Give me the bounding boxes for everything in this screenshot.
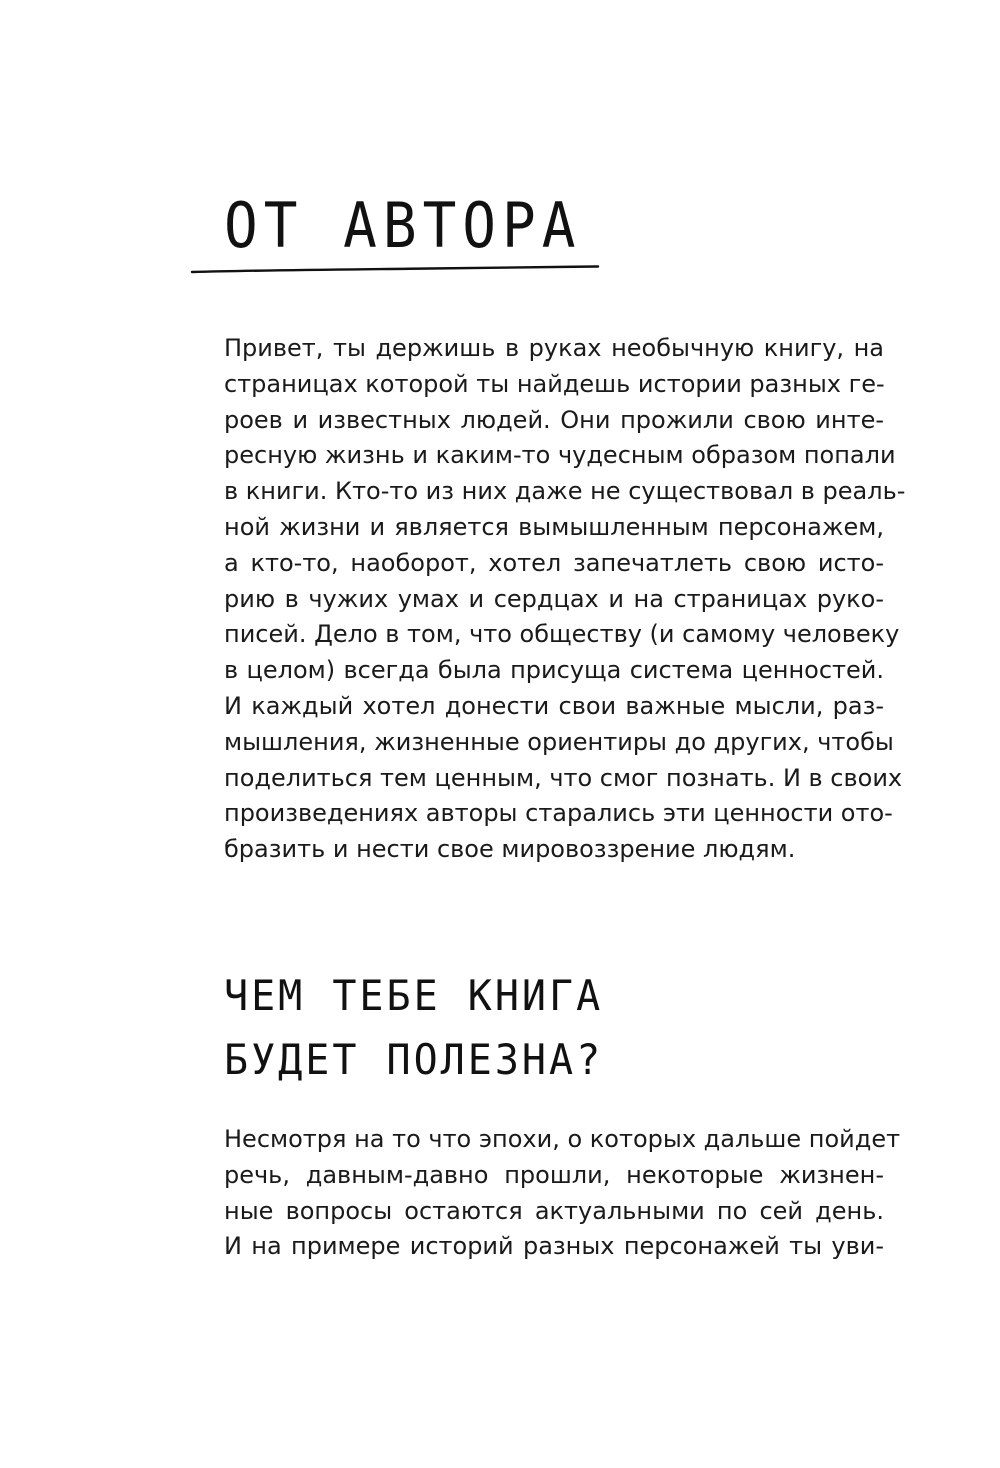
paragraph-line: произведениях авторы старались эти ценности ото- (224, 799, 893, 828)
paragraph-line: И на примере историй разных персонажей ты уви- (224, 1232, 884, 1261)
section-heading-line-2: БУДЕТ ПОЛЕЗНА? (224, 1036, 604, 1085)
paragraph-line: страницах которой ты найдешь истории разных ге- (224, 369, 885, 398)
paragraph-line: Привет, ты держишь в руках необычную книгу, на (224, 334, 884, 362)
paragraph-line: роев и известных людей. Они прожили свою инте- (224, 405, 884, 434)
paragraph-line: речь, давным-давно прошли, некоторые жизнен- (224, 1160, 884, 1189)
section-heading-line-1: ЧЕМ ТЕБЕ КНИГА (224, 972, 604, 1021)
paragraph-line: мышления, жизненные ориентиры до других, чтобы (224, 727, 894, 756)
paragraph-line: а кто-то, наоборот, хотел запечатлеть свою исто- (224, 548, 884, 577)
author-paragraph (224, 331, 906, 868)
paragraph-line: Несмотря на то что эпохи, о которых дальше пойдет (224, 1125, 901, 1153)
title-underline (190, 262, 602, 276)
paragraph-line: ной жизни и является вымышленным персонажем, (224, 512, 884, 541)
usefulness-paragraph (224, 1122, 901, 1265)
paragraph-line: в книги. Кто-то из них даже не существовал в реаль- (224, 477, 906, 506)
paragraph-line: И каждый хотел донести свои важные мысли, раз- (224, 691, 884, 720)
paragraph-line: рию в чужих умах и сердцах и на страницах руко- (224, 584, 884, 613)
paragraph-line: поделиться тем ценным, что смог познать. И в своих (224, 763, 903, 792)
paragraph-line: бразить и нести свое мировоззрение людям. (224, 835, 796, 864)
paragraph-line: в целом) всегда была присуща система ценностей. (224, 656, 884, 685)
paragraph-line: ресную жизнь и каким-то чудесным образом попали (224, 441, 896, 470)
paragraph-line: писей. Дело в том, что обществу (и самому человеку (224, 620, 900, 649)
page-title: ОТ АВТОРА (224, 190, 582, 263)
paragraph-line: ные вопросы остаются актуальными по сей день. (224, 1196, 884, 1225)
